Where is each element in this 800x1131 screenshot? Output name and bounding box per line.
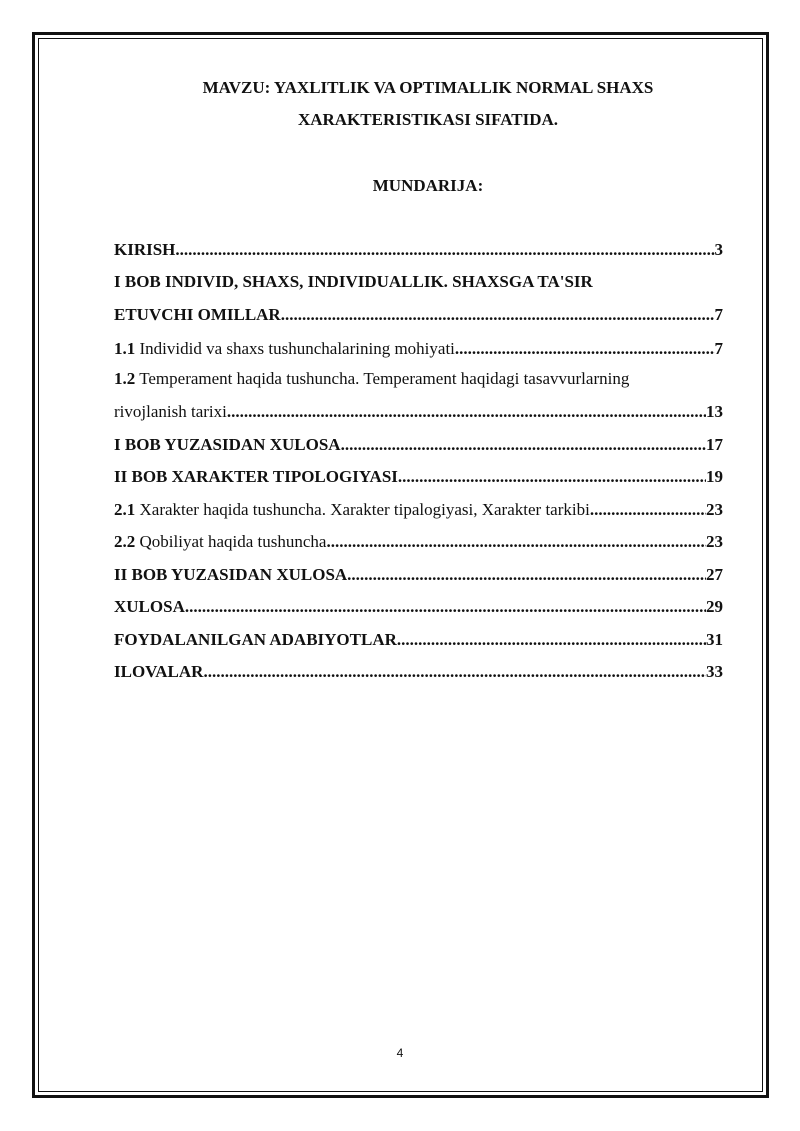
dot-leader — [281, 305, 715, 325]
dot-leader — [397, 630, 706, 650]
toc-entry-1-2-line1 — [114, 369, 629, 389]
toc-page: 31 — [706, 630, 723, 649]
section-number: 2.2 — [114, 532, 136, 551]
toc-label — [114, 532, 326, 552]
toc-page: 33 — [706, 662, 723, 681]
toc-entry-bob1-line1: I BOB INDIVID, SHAXS, INDIVIDUALLIK. SHAXSGA TA'SIR — [114, 272, 593, 291]
toc-page: 17 — [706, 435, 723, 454]
dot-leader — [185, 597, 706, 617]
toc-page: 13 — [706, 402, 723, 421]
dot-leader — [203, 662, 706, 682]
toc-label: II BOB YUZASIDAN XULOSA — [114, 565, 348, 584]
dot-leader — [175, 240, 714, 260]
section-number: 2.1 — [114, 500, 136, 519]
toc-entry-1-2[interactable] — [114, 400, 723, 422]
section-title: Qobiliyat haqida tushuncha — [135, 532, 327, 551]
toc-page: 23 — [706, 532, 723, 551]
section-title: Temperament haqida tushuncha. Temperament haqidagi tasavvurlarning — [135, 369, 630, 388]
dot-leader — [455, 339, 715, 359]
toc-page: 7 — [714, 339, 723, 358]
contents-heading: MUNDARIJA: — [372, 176, 484, 195]
toc-label: ILOVALAR — [114, 662, 204, 681]
toc-entry-kirish[interactable] — [114, 238, 723, 260]
section-number: 1.2 — [114, 369, 136, 388]
toc-entry-2-1[interactable] — [114, 498, 723, 520]
toc-entry-bob2[interactable] — [114, 465, 723, 487]
section-title: Xarakter haqida tushuncha. Xarakter tipalogiyasi, Xarakter tarkibi — [135, 500, 590, 519]
toc-entry-adabiyotlar[interactable] — [114, 628, 723, 650]
title-line-1: MAVZU: YAXLITLIK VA OPTIMALLIK NORMAL SHAXS — [202, 78, 654, 97]
toc-label: FOYDALANILGAN ADABIYOTLAR — [114, 630, 397, 649]
toc-page: 29 — [706, 597, 723, 616]
toc-entry-ilovalar[interactable] — [114, 660, 723, 682]
dot-leader — [326, 532, 706, 552]
toc-page: 3 — [714, 240, 723, 259]
toc-page: 7 — [714, 305, 723, 324]
title-line-2: XARAKTERISTIKASI SIFATIDA. — [297, 110, 559, 129]
section-number: 1.1 — [114, 339, 136, 358]
toc-label: II BOB XARAKTER TIPOLOGIYASI — [114, 467, 398, 486]
toc-label — [114, 500, 590, 520]
toc-label: I BOB YUZASIDAN XULOSA — [114, 435, 341, 454]
toc-entry-xulosa[interactable] — [114, 595, 723, 617]
toc-page: 23 — [706, 500, 723, 519]
toc-page: 19 — [706, 467, 723, 486]
dot-leader — [590, 500, 706, 520]
toc-entry-bob1-xulosa[interactable] — [114, 433, 723, 455]
toc-page: 27 — [706, 565, 723, 584]
toc-entry-bob2-xulosa[interactable] — [114, 563, 723, 585]
toc-label: ETUVCHI OMILLAR — [114, 305, 281, 324]
toc-label — [114, 339, 455, 359]
section-title: Individid va shaxs tushunchalarining mohiyati — [135, 339, 455, 358]
toc-entry-bob1[interactable] — [114, 303, 723, 325]
toc-entry-2-2[interactable] — [114, 530, 723, 552]
dot-leader — [227, 402, 706, 422]
toc-entry-1-1[interactable] — [114, 337, 723, 359]
dot-leader — [398, 467, 706, 487]
toc-label: KIRISH — [114, 240, 176, 259]
dot-leader — [341, 435, 706, 455]
dot-leader — [347, 565, 706, 585]
toc-label: XULOSA — [114, 597, 185, 616]
toc-label: rivojlanish tarixi — [114, 402, 227, 421]
page-number: 4 — [396, 1046, 404, 1060]
